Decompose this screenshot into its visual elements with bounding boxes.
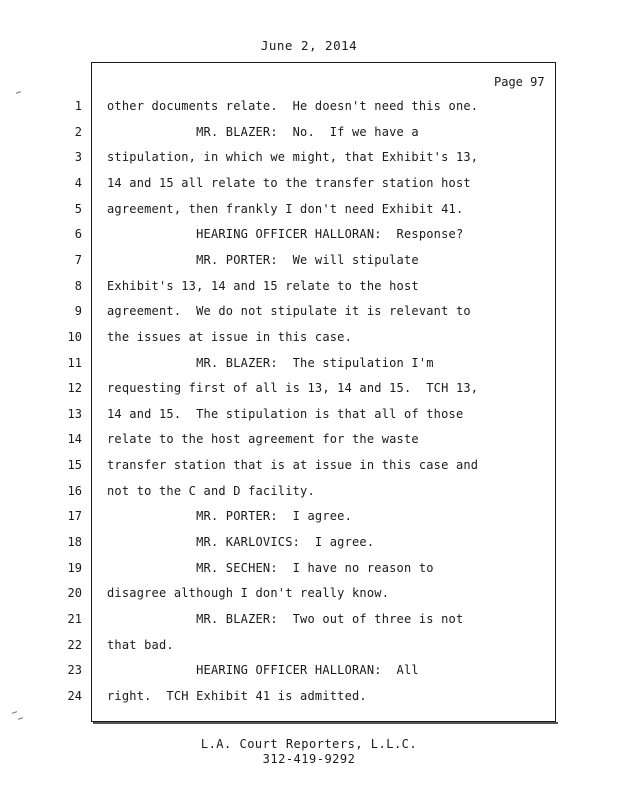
line-number: 21 (67, 612, 82, 626)
transcript-line: MR. KARLOVICS: I agree. (107, 535, 375, 549)
line-number: 4 (74, 176, 82, 190)
line-number: 14 (67, 432, 82, 446)
line-number: 1 (74, 99, 82, 113)
transcript-line: transfer station that is at issue in this case and (107, 458, 479, 472)
transcript-line: other documents relate. He doesn't need this one. (107, 99, 479, 113)
line-number: 24 (67, 689, 82, 703)
line-number: 15 (67, 458, 82, 472)
transcript-line: stipulation, in which we might, that Exhibit's 13, (107, 150, 479, 164)
line-number: 9 (74, 304, 82, 318)
transcript-date: June 2, 2014 (260, 38, 358, 53)
transcript-line: disagree although I don't really know. (107, 586, 390, 600)
transcript-line: HEARING OFFICER HALLORAN: All (107, 663, 419, 677)
scan-speck (16, 91, 21, 94)
line-number: 3 (74, 150, 82, 164)
scan-speck (18, 717, 23, 720)
transcript-line: MR. BLAZER: Two out of three is not (107, 612, 464, 626)
transcript-line: agreement, then frankly I don't need Exhibit 41. (107, 202, 464, 216)
line-number: 20 (67, 586, 82, 600)
transcript-line: MR. BLAZER: No. If we have a (107, 125, 419, 139)
line-number: 5 (74, 202, 82, 216)
scan-speck (12, 711, 17, 714)
line-number: 19 (67, 561, 82, 575)
line-number: 23 (67, 663, 82, 677)
transcript-line: HEARING OFFICER HALLORAN: Response? (107, 227, 464, 241)
transcript-line: agreement. We do not stipulate it is relevant to (107, 304, 471, 318)
line-number: 10 (67, 330, 82, 344)
transcript-line: that bad. (107, 638, 174, 652)
footer-company: L.A. Court Reporters, L.L.C. (200, 737, 418, 751)
transcript-line: not to the C and D facility. (107, 484, 315, 498)
transcript-line: 14 and 15. The stipulation is that all of those (107, 407, 464, 421)
line-number: 12 (67, 381, 82, 395)
line-number: 2 (74, 125, 82, 139)
line-number: 22 (67, 638, 82, 652)
page-number: Page 97 (494, 75, 545, 89)
line-number: 11 (67, 356, 82, 370)
transcript-line: MR. PORTER: I agree. (107, 509, 353, 523)
footer-phone: 312-419-9292 (262, 752, 356, 766)
frame-bottom-shadow (93, 722, 558, 724)
line-number: 16 (67, 484, 82, 498)
transcript-line: requesting first of all is 13, 14 and 15. TCH 13, (107, 381, 479, 395)
line-number: 18 (67, 535, 82, 549)
transcript-line: relate to the host agreement for the waste (107, 432, 419, 446)
line-number: 6 (74, 227, 82, 241)
transcript-line: MR. BLAZER: The stipulation I'm (107, 356, 434, 370)
line-number: 13 (67, 407, 82, 421)
line-number: 8 (74, 279, 82, 293)
transcript-line: 14 and 15 all relate to the transfer station host (107, 176, 471, 190)
transcript-line: right. TCH Exhibit 41 is admitted. (107, 689, 367, 703)
transcript-line: Exhibit's 13, 14 and 15 relate to the host (107, 279, 419, 293)
line-number: 17 (67, 509, 82, 523)
line-number: 7 (74, 253, 82, 267)
transcript-line: MR. SECHEN: I have no reason to (107, 561, 434, 575)
transcript-line: the issues at issue in this case. (107, 330, 353, 344)
transcript-line: MR. PORTER: We will stipulate (107, 253, 419, 267)
